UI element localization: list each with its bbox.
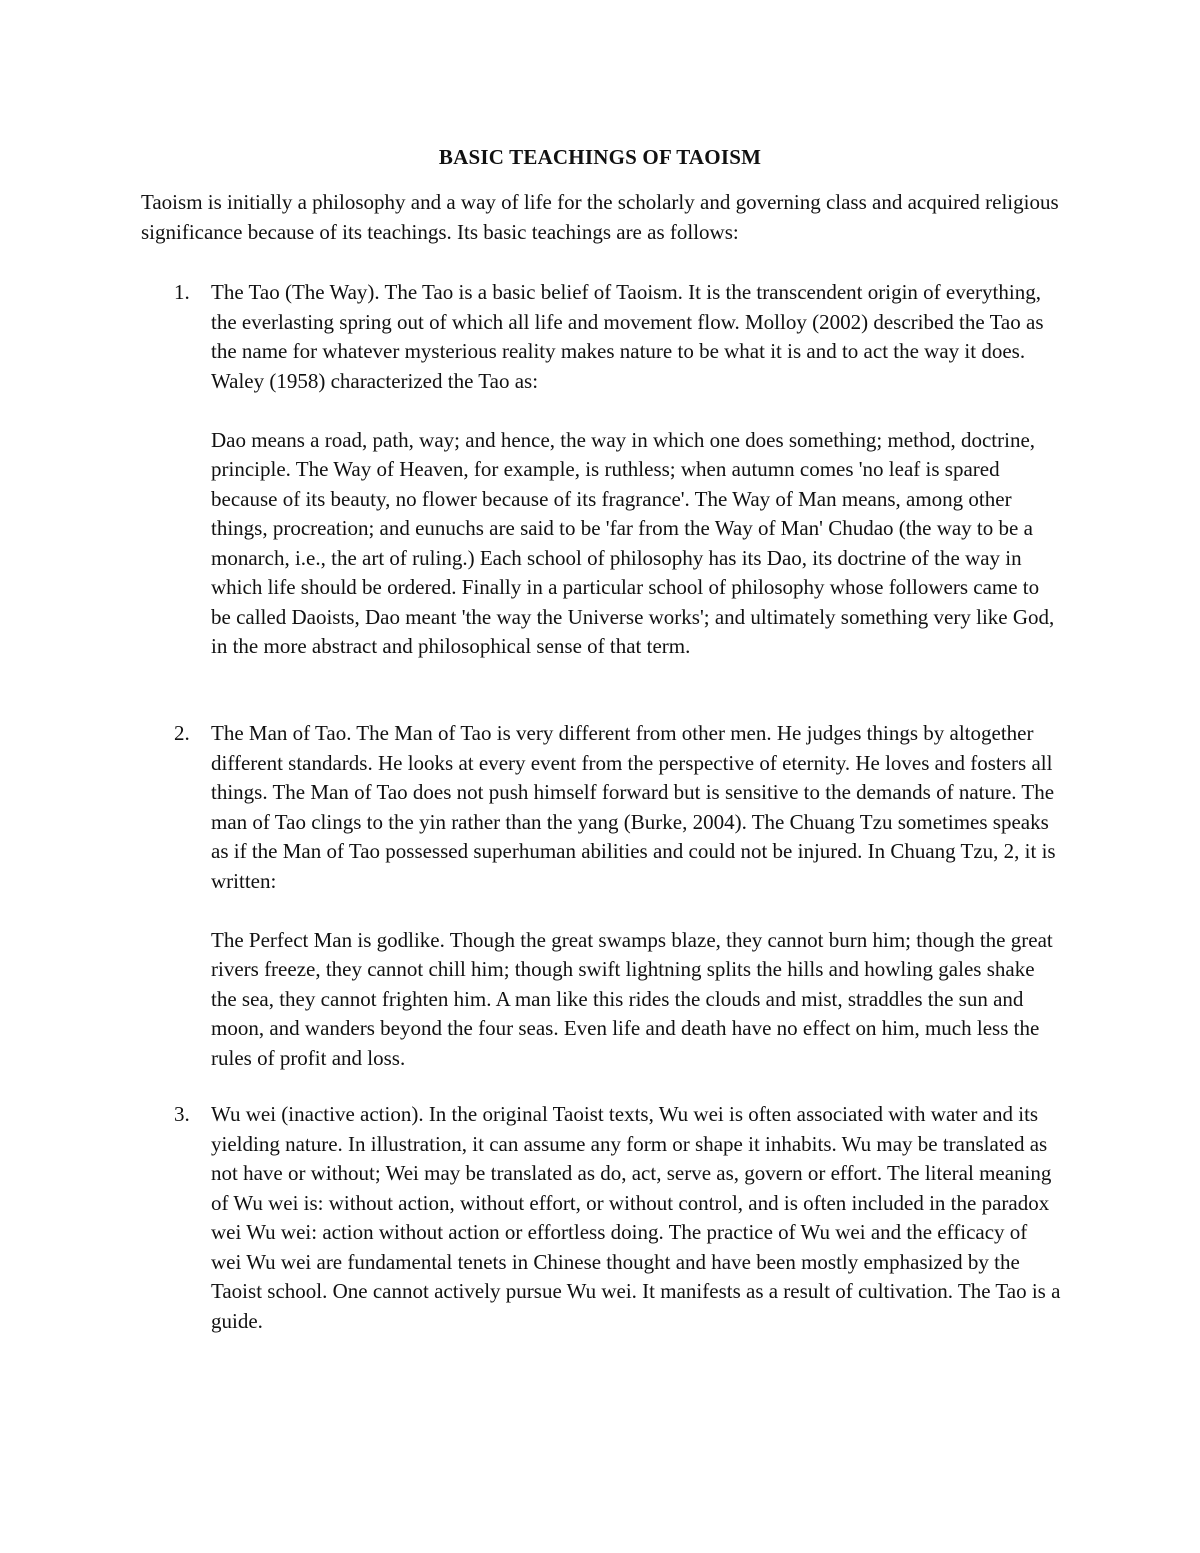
list-item-tao (141, 278, 1061, 662)
list-item-number: 3. (174, 1102, 190, 1126)
list-item-text: The Tao (The Way). The Tao is a basic belief of Taoism. It is the transcendent origin of everything, the everlasting spring out of which all life and movement flow. Molloy (2002) described the Tao as the name for whatever mysterious reality makes nature to be what it is and to act the way it does. Waley (1958) characterized the Tao as: (211, 280, 1044, 393)
document-title: BASIC TEACHINGS OF TAOISM (438, 145, 762, 169)
list-item-text: The Man of Tao. The Man of Tao is very different from other men. He judges things by altogether different standards. He looks at every event from the perspective of eternity. He loves and fosters all things. The Man of Tao does not push himself forward but is sensitive to the demands of nature. The man of Tao clings to the yin rather than the yang (Burke, 2004). The Chuang Tzu sometimes speaks as if the Man of Tao possessed superhuman abilities and could not be injured. In Chuang Tzu, 2, it is written: (211, 721, 1056, 893)
intro-paragraph: Taoism is initially a philosophy and a way of life for the scholarly and governing class and acquired religious significance because of its teachings. Its basic teachings are as follows: (141, 190, 1059, 244)
list-item-number: 2. (174, 721, 190, 745)
list-item-man-of-tao (141, 719, 1061, 1073)
block-quote: Dao means a road, path, way; and hence, the way in which one does something; method, doctrine, principle. The Way of Heaven, for example, is ruthless; when autumn comes 'no leaf is spared because of its beauty, no flower because of its fragrance'. The Way of Man means, among other things, procreation; and eunuchs are said to be 'far from the Way of Man' Chudao (the way to be a monarch, i.e., the art of ruling.) Each school of philosophy has its Dao, its doctrine of the way in which life should be ordered. Finally in a particular school of philosophy whose followers came to be called Daoists, Dao meant 'the way the Universe works'; and ultimately something very like God, in the more abstract and philosophical sense of that term. (211, 427, 1055, 658)
block-quote: The Perfect Man is godlike. Though the great swamps blaze, they cannot burn him; though the great rivers freeze, they cannot chill him; though swift lightning splits the hills and howling gales shake the sea, they cannot frighten him. A man like this rides the clouds and mist, straddles the sun and moon, and wanders beyond the four seas. Even life and death have no effect on him, much less the rules of profit and loss. (211, 927, 1053, 1070)
list-item-body (211, 719, 1061, 1073)
list-item-text: Wu wei (inactive action). In the original Taoist texts, Wu wei is often associated with water and its yielding nature. In illustration, it can assume any form or shape it inhabits. Wu may be translated as not have or without; Wei may be translated as do, act, serve as, govern or effort. The literal meaning of Wu wei is: without action, without effort, or without control, and is often included in the paradox wei Wu wei: action without action or effortless doing. The practice of Wu wei and the efficacy of wei Wu wei are fundamental tenets in Chinese thought and have been mostly emphasized by the Taoist school. One cannot actively pursue Wu wei. It manifests as a result of cultivation. The Tao is a guide. (211, 1102, 1061, 1333)
list-item-body (211, 1100, 1061, 1336)
list-item-number: 1. (174, 280, 190, 304)
list-item-wu-wei (141, 1100, 1061, 1336)
list-item-body (211, 278, 1061, 662)
